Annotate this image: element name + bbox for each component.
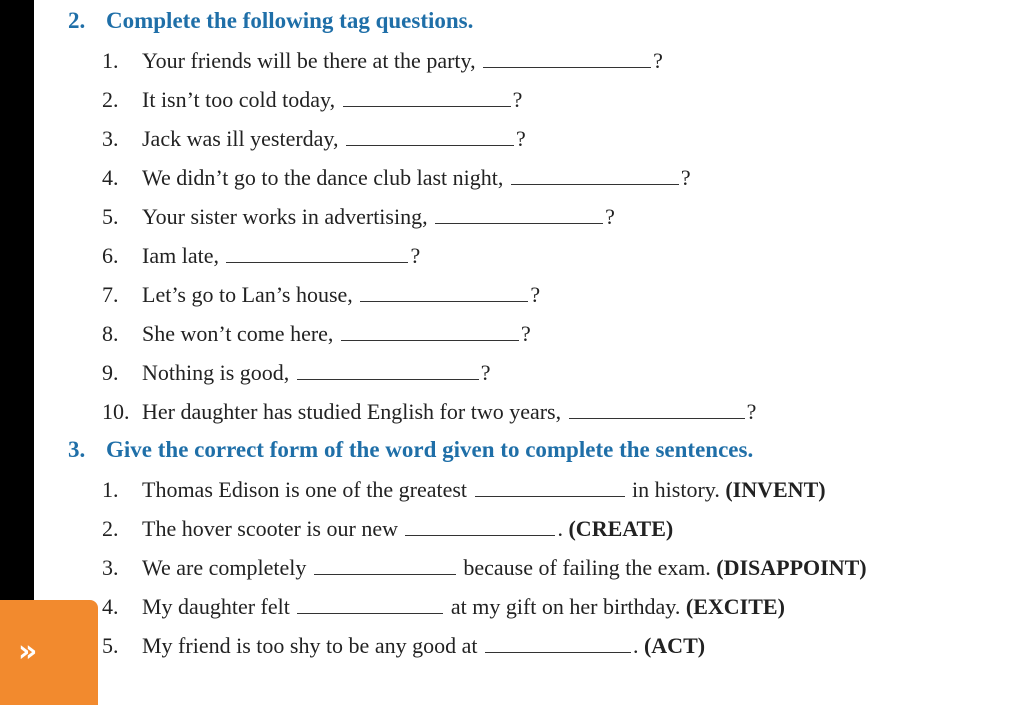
list-item: 8. She won’t come here, ? — [102, 321, 531, 346]
list-item: 6. Iam late, ? — [102, 243, 421, 268]
list-item: 3. We are completely because of failing the exam. (DISAPPOINT) — [102, 555, 867, 580]
answer-blank[interactable] — [485, 634, 631, 653]
word-hint: (DISAPPOINT) — [716, 555, 867, 580]
list-item: 5. Your sister works in advertising, ? — [102, 204, 615, 229]
section-2-heading — [68, 8, 473, 34]
section-title: Give the correct form of the word given to complete the sentences. — [106, 437, 754, 462]
list-item: 10. Her daughter has studied English for two years, ? — [102, 399, 757, 424]
answer-blank[interactable] — [341, 322, 519, 341]
list-item: 1. Thomas Edison is one of the greatest in history. (INVENT) — [102, 477, 826, 502]
list-item: 5. My friend is too shy to be any good at . (ACT) — [102, 633, 706, 658]
answer-blank[interactable] — [475, 478, 625, 497]
list-item: 9. Nothing is good, ? — [102, 360, 491, 385]
list-item: 3. Jack was ill yesterday, ? — [102, 126, 526, 151]
answer-blank[interactable] — [483, 49, 651, 68]
section-3-heading — [68, 437, 753, 463]
answer-blank[interactable] — [343, 88, 511, 107]
answer-blank[interactable] — [569, 400, 745, 419]
list-item: 2. It isn’t too cold today, ? — [102, 87, 523, 112]
list-item: 4. My daughter felt at my gift on her birthday. (EXCITE) — [102, 594, 785, 619]
answer-blank[interactable] — [360, 283, 528, 302]
word-hint: (ACT) — [643, 633, 706, 658]
word-hint: (EXCITE) — [685, 594, 785, 619]
answer-blank[interactable] — [226, 244, 408, 263]
answer-blank[interactable] — [435, 205, 603, 224]
section-title: Complete the following tag questions. — [106, 8, 474, 33]
list-item: 1. Your friends will be there at the party, ? — [102, 48, 663, 73]
next-page-tab[interactable] — [0, 600, 98, 705]
section-number: 3. — [68, 437, 86, 462]
answer-blank[interactable] — [346, 127, 514, 146]
answer-blank[interactable] — [511, 166, 679, 185]
worksheet-page — [34, 0, 1024, 705]
answer-blank[interactable] — [297, 361, 479, 380]
list-item: 4. We didn’t go to the dance club last night, ? — [102, 165, 691, 190]
answer-blank[interactable] — [314, 556, 456, 575]
answer-blank[interactable] — [297, 595, 443, 614]
list-item: 2. The hover scooter is our new . (CREATE) — [102, 516, 674, 541]
word-hint: (CREATE) — [568, 516, 674, 541]
list-item: 7. Let’s go to Lan’s house, ? — [102, 282, 541, 307]
double-chevron-right-icon: » — [18, 634, 38, 669]
answer-blank[interactable] — [405, 517, 555, 536]
word-hint: (INVENT) — [725, 477, 826, 502]
section-number: 2. — [68, 8, 86, 33]
